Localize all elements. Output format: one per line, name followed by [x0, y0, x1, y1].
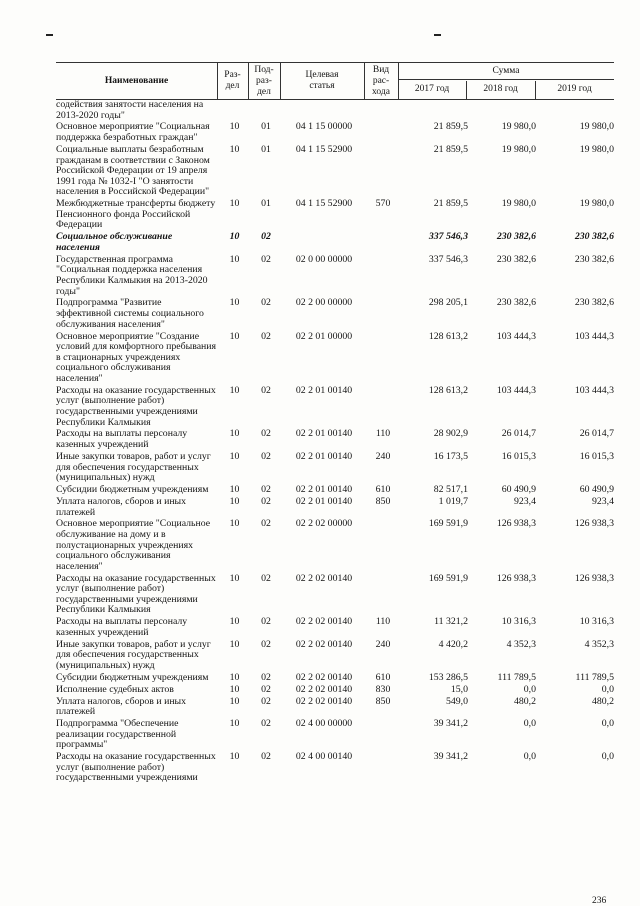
cell-2019: 0,0 — [601, 751, 614, 763]
cell-razdel: 10 — [229, 518, 240, 530]
table-row — [56, 100, 616, 121]
cell-2018: 126 938,3 — [496, 518, 536, 530]
cell-podrazdel: 02 — [261, 231, 271, 243]
cell-2019: 103 444,3 — [574, 330, 614, 342]
cell-2017: 549,0 — [445, 695, 468, 707]
cell-2018: 230 382,6 — [496, 253, 536, 265]
cell-razdel: 10 — [229, 450, 240, 462]
cell-razdel: 10 — [229, 231, 240, 243]
cell-podrazdel: 02 — [261, 330, 271, 342]
cell-2018: 103 444,3 — [496, 330, 536, 342]
cell-2019: 0,0 — [601, 683, 614, 695]
cell-2017: 21 859,5 — [433, 143, 468, 155]
cell-2017: 21 859,5 — [433, 121, 468, 133]
cell-2019: 111 789,5 — [575, 671, 614, 683]
scan-mark-left — [46, 34, 53, 36]
cell-2018: 19 980,0 — [501, 121, 536, 133]
cell-2017: 21 859,5 — [433, 198, 468, 210]
cell-vid: 110 — [375, 428, 391, 440]
cell-2019: 16 015,3 — [579, 450, 614, 462]
cell-2017: 28 902,9 — [433, 428, 468, 440]
cell-2018: 26 014,7 — [501, 428, 536, 440]
cell-target: 02 2 02 00140 — [295, 572, 353, 584]
cell-name: Подпрограмма "Обеспечение реализации государственной программы" — [56, 718, 179, 751]
cell-target: 02 2 02 00140 — [295, 638, 353, 650]
cell-2017: 39 341,2 — [433, 718, 468, 730]
cell-2019: 230 382,6 — [574, 253, 614, 265]
cell-podrazdel: 02 — [261, 638, 271, 650]
cell-podrazdel: 02 — [261, 297, 271, 309]
col-target-header: Целевая статья — [305, 70, 339, 91]
cell-vid: 240 — [375, 638, 391, 650]
scan-mark-right — [434, 34, 441, 36]
cell-podrazdel: 02 — [261, 384, 271, 396]
cell-name: Иные закупки товаров, работ и услуг для обеспечения государственных (муниципальных) нужд — [56, 450, 211, 484]
cell-vid: 570 — [375, 198, 391, 210]
cell-2018: 480,2 — [513, 695, 536, 707]
cell-target: 02 2 02 00140 — [295, 695, 353, 707]
cell-podrazdel: 02 — [261, 450, 271, 462]
table-row — [56, 485, 616, 496]
cell-podrazdel: 01 — [261, 121, 271, 133]
cell-2018: 111 789,5 — [497, 671, 536, 683]
cell-name: Социальное обслуживание населения — [56, 231, 173, 253]
cell-target: 04 1 15 52900 — [295, 198, 353, 210]
cell-2019: 103 444,3 — [574, 384, 614, 396]
cell-2019: 230 382,6 — [574, 297, 614, 309]
col-name-header: Наименование — [104, 75, 169, 86]
cell-name: Расходы на оказание государственных услуг (выполнение работ) государственными учреждениями Республики Калмыкия — [56, 572, 216, 616]
cell-vid: 850 — [375, 695, 391, 707]
cell-2019: 126 938,3 — [574, 518, 614, 530]
cell-target: 02 2 02 00140 — [295, 616, 353, 628]
page-number: 236 — [592, 896, 607, 906]
cell-target: 02 2 02 00000 — [295, 518, 353, 530]
cell-podrazdel: 02 — [261, 484, 271, 496]
cell-razdel: 10 — [229, 384, 240, 396]
cell-vid: 610 — [375, 671, 391, 683]
cell-2017: 128 613,2 — [428, 330, 468, 342]
col-2017-header: 2017 год — [414, 84, 450, 94]
cell-razdel: 10 — [229, 572, 240, 584]
cell-razdel: 10 — [229, 428, 240, 440]
cell-vid: 110 — [375, 616, 391, 628]
cell-name: Расходы на оказание государственных услуг (выполнение работ) государственными учреждениями — [56, 751, 216, 784]
cell-podrazdel: 02 — [261, 518, 271, 530]
cell-podrazdel: 01 — [261, 198, 271, 210]
table-row — [56, 752, 616, 784]
col-sum-header: Сумма — [492, 65, 520, 76]
cell-name: Расходы на оказание государственных услуг (выполнение работ) государственными учреждениями Республики Калмыкия — [56, 384, 216, 428]
cell-name: Социальные выплаты безработным гражданам в соответствии с Законом Российской Федерации от 19 апреля 1991 года № 1032-I "О занятости населения в Российской Федерации" — [56, 143, 210, 198]
cell-2017: 16 173,5 — [433, 450, 468, 462]
cell-razdel: 10 — [229, 495, 240, 507]
table-row — [56, 719, 616, 751]
cell-podrazdel: 02 — [261, 428, 271, 440]
cell-target: 02 4 00 00000 — [295, 718, 353, 730]
cell-2017: 169 591,9 — [428, 572, 468, 584]
cell-2017: 82 517,1 — [433, 484, 468, 496]
cell-2018: 0,0 — [523, 718, 536, 730]
cell-name: Государственная программа "Социальная поддержка населения Республики Калмыкия на 2013-2020 годы" — [56, 253, 208, 297]
cell-razdel: 10 — [229, 671, 240, 683]
cell-razdel: 10 — [229, 143, 240, 155]
cell-2017: 11 321,2 — [434, 616, 468, 628]
cell-name: Расходы на выплаты персоналу казенных учреждений — [56, 616, 188, 638]
cell-2019: 19 980,0 — [579, 143, 614, 155]
cell-target: 02 2 00 00000 — [295, 297, 353, 309]
cell-name: Иные закупки товаров, работ и услуг для обеспечения государственных (муниципальных) нужд — [56, 638, 211, 672]
col-2019-header: 2019 год — [557, 84, 592, 94]
cell-2019: 0,0 — [601, 718, 614, 730]
cell-podrazdel: 02 — [261, 695, 271, 707]
cell-2018: 103 444,3 — [496, 384, 536, 396]
cell-target: 02 2 01 00000 — [295, 330, 353, 342]
cell-target: 02 2 01 00140 — [295, 428, 353, 440]
cell-name: Основное мероприятие "Социальная поддержка безработных граждан" — [56, 121, 210, 144]
cell-podrazdel: 02 — [261, 572, 271, 584]
table-row — [56, 255, 616, 297]
cell-2018: 0,0 — [523, 751, 536, 763]
cell-razdel: 10 — [229, 121, 240, 133]
cell-razdel: 10 — [229, 253, 240, 265]
cell-vid: 240 — [375, 450, 391, 462]
cell-2018: 16 015,3 — [501, 450, 536, 462]
cell-razdel: 10 — [229, 695, 240, 707]
cell-2017: 153 286,5 — [428, 671, 468, 683]
table-row — [56, 199, 616, 231]
cell-name: Уплата налогов, сборов и иных платежей — [56, 495, 187, 518]
cell-target: 02 2 01 00140 — [295, 450, 353, 462]
table-row — [56, 332, 616, 385]
cell-razdel: 10 — [229, 198, 240, 210]
cell-2019: 126 938,3 — [574, 572, 614, 584]
table-row — [56, 574, 616, 616]
cell-name: Субсидии бюджетным учреждениям — [56, 671, 209, 683]
cell-2019: 4 352,3 — [584, 638, 614, 650]
cell-razdel: 10 — [229, 638, 240, 650]
cell-2018: 0,0 — [523, 683, 536, 695]
table-row — [56, 497, 616, 518]
cell-razdel: 10 — [229, 330, 240, 342]
cell-razdel: 10 — [229, 484, 240, 496]
cell-podrazdel: 01 — [261, 143, 271, 155]
cell-target: 02 0 00 00000 — [295, 253, 353, 265]
cell-2019: 10 316,3 — [579, 616, 614, 628]
cell-name: Основное мероприятие "Создание условий для комфортного пребывания в стационарных учреждениях социального обслуживания населения" — [56, 330, 217, 384]
cell-name: Основное мероприятие "Социальное обслуживание на дому и в полустационарных учреждениях социального обслуживания населения" — [56, 518, 211, 572]
cell-2019: 60 490,9 — [579, 484, 614, 496]
cell-razdel: 10 — [229, 751, 240, 763]
cell-target: 02 2 01 00140 — [295, 484, 353, 496]
table-row — [56, 122, 616, 143]
cell-vid: 830 — [375, 683, 391, 695]
cell-razdel: 10 — [229, 718, 240, 730]
cell-2017: 128 613,2 — [428, 384, 468, 396]
cell-name: Межбюджетные трансферты бюджету Пенсионного фонда Российской Федерации — [56, 198, 216, 231]
cell-podrazdel: 02 — [261, 683, 271, 695]
cell-vid: 850 — [375, 495, 391, 507]
cell-razdel: 10 — [229, 297, 240, 309]
cell-name: Исполнение судебных актов — [56, 683, 174, 695]
table-row — [56, 232, 616, 253]
cell-2018: 923,4 — [513, 495, 536, 507]
table-row — [56, 640, 616, 672]
cell-2018: 60 490,9 — [501, 484, 536, 496]
cell-2019: 230 382,6 — [574, 231, 614, 243]
cell-2018: 230 382,6 — [496, 231, 536, 243]
table-row — [56, 697, 616, 718]
table-body — [56, 100, 616, 785]
cell-name: Подпрограмма "Развитие эффективной системы социального обслуживания населения" — [56, 297, 204, 330]
cell-2019: 923,4 — [591, 495, 614, 507]
cell-2019: 19 980,0 — [579, 121, 614, 133]
col-vid-header: Вид рас- хода — [372, 64, 390, 97]
table-row — [56, 298, 616, 330]
cell-2017: 337 546,3 — [428, 231, 468, 243]
cell-2019: 19 980,0 — [579, 198, 614, 210]
cell-target: 02 2 01 00140 — [295, 495, 353, 507]
cell-2017: 1 019,7 — [438, 495, 468, 507]
cell-podrazdel: 02 — [261, 751, 271, 763]
table-row — [56, 452, 616, 484]
cell-2018: 4 352,3 — [506, 638, 536, 650]
cell-podrazdel: 02 — [261, 253, 271, 265]
cell-name: Расходы на выплаты персоналу казенных учреждений — [56, 428, 188, 451]
table-row — [56, 617, 616, 638]
cell-target: 02 2 01 00140 — [295, 384, 353, 396]
table-row — [56, 519, 616, 572]
table-row — [56, 685, 616, 696]
table-row — [56, 673, 616, 684]
cell-2018: 126 938,3 — [496, 572, 536, 584]
cell-target: 04 1 15 52900 — [295, 143, 353, 155]
cell-2018: 10 316,3 — [501, 616, 536, 628]
cell-2018: 19 980,0 — [501, 143, 536, 155]
cell-podrazdel: 02 — [261, 671, 271, 683]
col-razdel-header: Раз- дел — [224, 70, 241, 91]
cell-name: содействия занятости населения на 2013-2020 годы" — [56, 99, 204, 121]
cell-2018: 230 382,6 — [496, 297, 536, 309]
cell-podrazdel: 02 — [261, 495, 271, 507]
cell-name: Субсидии бюджетным учреждениям — [56, 484, 209, 496]
table-row — [56, 386, 616, 428]
cell-2017: 169 591,9 — [428, 518, 468, 530]
table-header — [56, 62, 614, 100]
table-row — [56, 429, 616, 450]
cell-2017: 39 341,2 — [433, 751, 468, 763]
cell-2017: 4 420,2 — [438, 638, 468, 650]
cell-name: Уплата налогов, сборов и иных платежей — [56, 695, 187, 718]
cell-target: 02 4 00 00140 — [295, 751, 353, 763]
cell-razdel: 10 — [229, 616, 240, 628]
cell-razdel: 10 — [229, 683, 240, 695]
cell-2017: 298 205,1 — [428, 297, 468, 309]
cell-podrazdel: 02 — [261, 616, 271, 628]
cell-2017: 15,0 — [450, 683, 468, 695]
cell-2018: 19 980,0 — [501, 198, 536, 210]
cell-2019: 480,2 — [591, 695, 614, 707]
cell-target: 02 2 02 00140 — [295, 671, 353, 683]
cell-vid: 610 — [375, 484, 391, 496]
col-podrazdel-header: Под- раз- дел — [254, 64, 274, 97]
cell-target: 02 2 02 00140 — [295, 683, 353, 695]
col-2018-header: 2018 год — [483, 84, 518, 94]
cell-2019: 26 014,7 — [579, 428, 614, 440]
table-row — [56, 145, 616, 198]
cell-target: 04 1 15 00000 — [295, 121, 353, 133]
cell-podrazdel: 02 — [261, 718, 271, 730]
cell-2017: 337 546,3 — [428, 253, 468, 265]
